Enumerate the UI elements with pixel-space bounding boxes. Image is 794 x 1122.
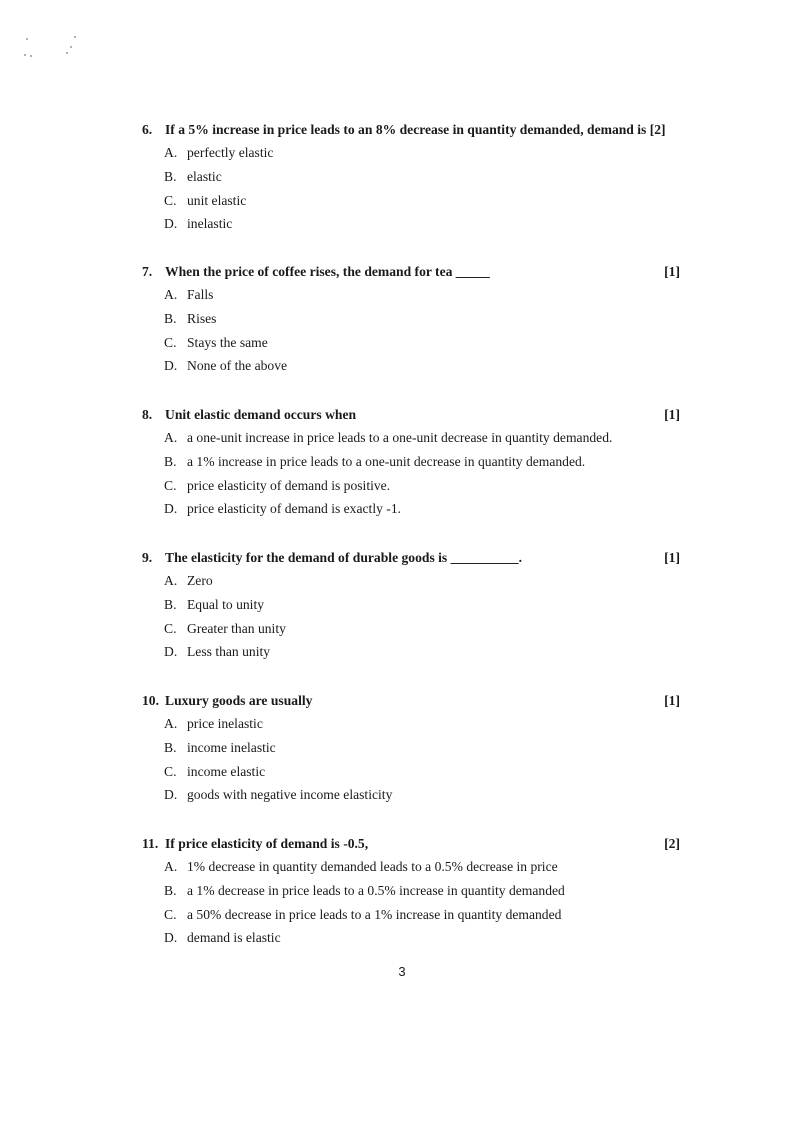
option-text: income elastic [187, 763, 266, 779]
option-letter: B. [164, 882, 177, 898]
option-letter: A. [164, 287, 178, 302]
question-header [142, 262, 680, 282]
option-letter: B. [164, 453, 177, 469]
option-d [142, 639, 680, 663]
option-text: elastic [187, 168, 222, 184]
question-text: If price elasticity of demand is -0.5, [165, 836, 369, 851]
option-letter: D. [164, 930, 178, 946]
scan-speck [30, 55, 32, 57]
option-letter: D. [164, 216, 178, 232]
option-c [142, 188, 680, 212]
option-text: goods with negative income elasticity [187, 787, 393, 803]
question-header [142, 691, 680, 711]
option-a [142, 425, 680, 449]
option-text: unit elastic [187, 192, 247, 208]
option-list [142, 425, 680, 520]
option-letter: A. [164, 716, 178, 731]
question-7 [142, 262, 680, 377]
option-letter: A. [164, 573, 178, 588]
question-header [142, 405, 680, 425]
option-c [142, 616, 680, 640]
option-letter: C. [164, 477, 177, 493]
option-a [142, 140, 680, 164]
option-letter: B. [164, 310, 177, 326]
scan-speck [24, 54, 26, 56]
option-text: price inelastic [187, 716, 263, 731]
option-c [142, 902, 680, 926]
question-text: Luxury goods are usually [165, 693, 313, 708]
scan-speck [70, 46, 72, 48]
question-text: Unit elastic demand occurs when [165, 407, 357, 422]
question-10 [142, 691, 680, 806]
option-letter: B. [164, 168, 177, 184]
option-text: Falls [187, 287, 214, 302]
option-text: a 1% decrease in price leads to a 0.5% increase in quantity demanded [187, 882, 565, 898]
option-text: a 1% increase in price leads to a one-unit decrease in quantity demanded. [187, 453, 586, 469]
question-number: 9. [142, 550, 153, 565]
option-c [142, 330, 680, 354]
option-letter: D. [164, 358, 178, 374]
option-text: Less than unity [187, 644, 271, 660]
question-number: 10. [142, 693, 159, 708]
scan-speck [66, 52, 68, 54]
question-text: The elasticity for the demand of durable goods is __________. [165, 550, 522, 565]
question-number: 8. [142, 407, 153, 422]
option-d [142, 211, 680, 235]
option-d [142, 353, 680, 377]
option-d [142, 925, 680, 949]
option-letter: C. [164, 763, 177, 779]
option-text: price elasticity of demand is positive. [187, 477, 391, 493]
option-letter: D. [164, 501, 178, 517]
question-marks: [1] [664, 264, 680, 279]
option-letter: C. [164, 906, 177, 922]
option-b [142, 164, 680, 188]
option-b [142, 878, 680, 902]
option-list [142, 282, 680, 377]
option-text: None of the above [187, 358, 288, 374]
question-11 [142, 834, 680, 949]
option-text: perfectly elastic [187, 145, 274, 160]
option-letter: D. [164, 644, 178, 660]
question-marks: [1] [664, 693, 680, 708]
scan-speck [74, 36, 76, 38]
option-text: 1% decrease in quantity demanded leads to a 0.5% decrease in price [187, 859, 558, 874]
option-c [142, 473, 680, 497]
question-header [142, 120, 680, 140]
option-letter: B. [164, 596, 177, 612]
option-a [142, 568, 680, 592]
scan-speck [26, 38, 28, 40]
option-list [142, 568, 680, 663]
option-text: Stays the same [187, 334, 268, 350]
question-marks: [1] [664, 550, 680, 565]
option-letter: C. [164, 334, 177, 350]
option-d [142, 496, 680, 520]
question-8 [142, 405, 680, 520]
question-header [142, 834, 680, 854]
question-header [142, 548, 680, 568]
option-text: price elasticity of demand is exactly -1. [187, 501, 402, 517]
question-marks: [1] [664, 407, 680, 422]
option-text: income inelastic [187, 739, 276, 755]
option-letter: A. [164, 859, 178, 874]
option-a [142, 711, 680, 735]
option-text: inelastic [187, 216, 233, 232]
option-text: Greater than unity [187, 620, 286, 636]
option-letter: C. [164, 192, 177, 208]
option-a [142, 282, 680, 306]
option-text: Zero [187, 573, 213, 588]
option-c [142, 759, 680, 783]
option-letter: A. [164, 430, 178, 445]
question-number: 6. [142, 122, 153, 137]
option-d [142, 782, 680, 806]
option-b [142, 306, 680, 330]
option-b [142, 592, 680, 616]
option-text: Rises [187, 310, 217, 326]
option-text: a one-unit increase in price leads to a one-unit decrease in quantity demanded. [187, 430, 613, 445]
question-marks: [2] [664, 836, 680, 851]
option-list [142, 140, 680, 235]
question-number: 11. [142, 836, 159, 851]
option-letter: A. [164, 145, 178, 160]
option-list [142, 711, 680, 806]
option-text: a 50% decrease in price leads to a 1% increase in quantity demanded [187, 906, 562, 922]
question-text: When the price of coffee rises, the demand for tea _____ [165, 264, 490, 279]
option-list [142, 854, 680, 949]
option-text: Equal to unity [187, 596, 265, 612]
option-letter: B. [164, 739, 177, 755]
option-letter: C. [164, 620, 177, 636]
page-number: 3 [398, 964, 406, 979]
question-6 [142, 120, 680, 235]
option-a [142, 854, 680, 878]
option-text: demand is elastic [187, 930, 281, 946]
question-9 [142, 548, 680, 663]
question-text: If a 5% increase in price leads to an 8% decrease in quantity demanded, demand is [2] [165, 122, 666, 137]
option-b [142, 735, 680, 759]
option-letter: D. [164, 787, 178, 803]
option-b [142, 449, 680, 473]
question-number: 7. [142, 264, 153, 279]
